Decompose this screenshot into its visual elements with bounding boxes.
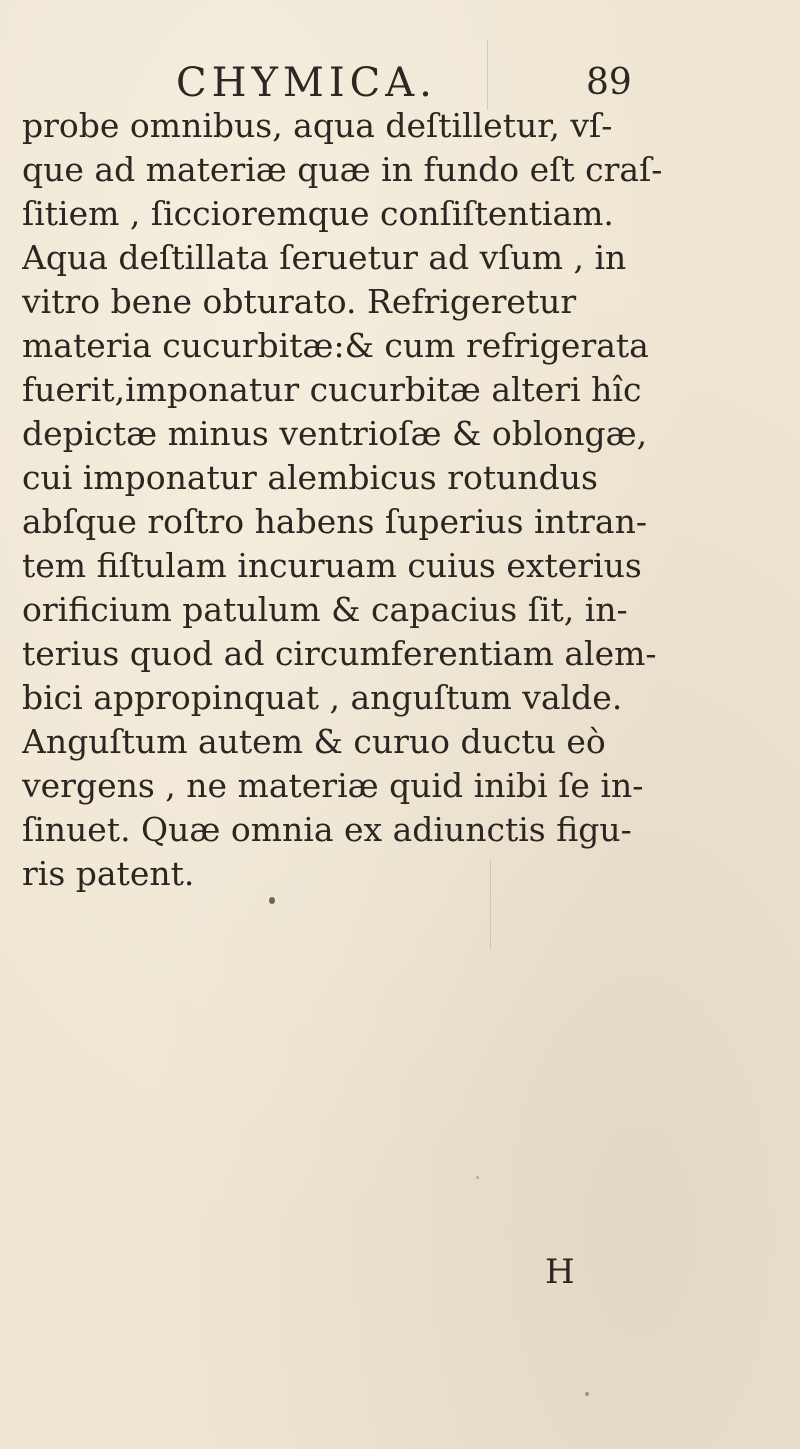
text-line: cui imponatur alembicus rotundus (22, 458, 598, 497)
ink-speck (476, 1176, 479, 1179)
text-line: depictæ minus ventrioſæ & oblongæ, (22, 414, 648, 453)
text-line: terius quod ad circumferentiam alem- (22, 634, 657, 673)
page-number: 89 (586, 62, 632, 103)
text-line: bici appropinquat , anguſtum valde. (22, 678, 623, 717)
ink-speck (269, 897, 275, 904)
body-text (22, 104, 792, 896)
text-line: vergens , ne materiæ quid inibi ſe in- (22, 766, 644, 805)
text-line: que ad materiæ quæ in fundo eſt craſ- (22, 150, 663, 189)
paper-crease (487, 40, 488, 110)
text-line: vitro bene obturato. Refrigeretur (22, 282, 577, 321)
running-title: CHYMICA. (176, 60, 437, 106)
text-line: Anguſtum autem & curuo ductu eò (22, 722, 606, 761)
text-line: orificium patulum & capacius ſit, in- (22, 590, 628, 629)
text-line: fuerit,imponatur cucurbitæ alteri hîc (22, 370, 642, 409)
signature-mark: H (545, 1252, 575, 1292)
text-line: ris patent. (22, 854, 195, 893)
running-head (176, 58, 676, 108)
text-line: materia cucurbitæ:& cum refrigerata (22, 326, 649, 365)
text-line: abſque roſtro habens ſuperius intran- (22, 502, 647, 541)
text-line: ſinuet. Quæ omnia ex adiunctis figu- (22, 810, 632, 849)
text-line: ſitiem , ſiccioremque conſiſtentiam. (22, 194, 614, 233)
text-line: probe omnibus, aqua deſtilletur, vſ- (22, 106, 613, 145)
ink-speck (585, 1392, 589, 1396)
text-line: Aqua deſtillata ſeruetur ad vſum , in (22, 238, 627, 277)
paper-crease (490, 860, 491, 950)
text-line: tem fiſtulam incuruam cuius exterius (22, 546, 642, 585)
